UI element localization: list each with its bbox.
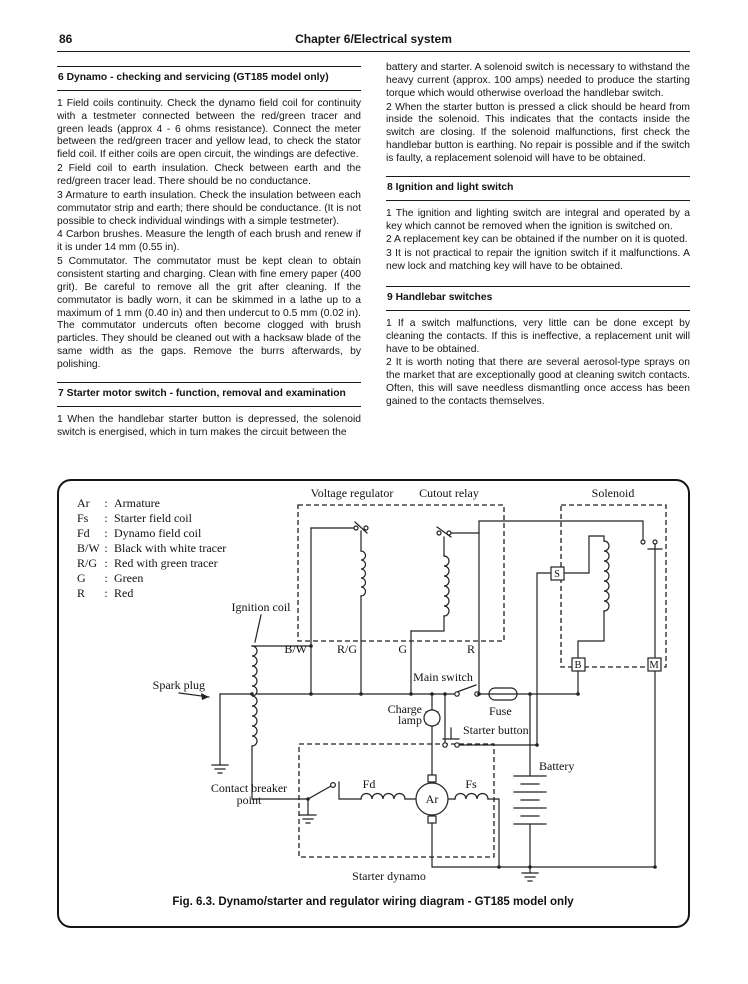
battery-symbol [514, 776, 546, 824]
legend-colon: : [104, 511, 108, 525]
starter-dynamo-box [299, 744, 494, 857]
paragraph-8-1: 1 The ignition and lighting switch are integral and operated by a key which cannot be removed when the ignition is switched on. [386, 207, 690, 232]
legend-label: Red [114, 586, 134, 600]
paragraph-6-1: 1 Field coils continuity. Check the dynamo field coil for continuity with a testmeter connected between the red/green tracer and green leads (approx 4 - 6 ohms resistance). Connect the meter between the red/green tracer and yellow lead, to check the stator field coil. If either coils are open circuit, the windings are defective. [57, 97, 361, 161]
paragraph-7-1: 1 When the handlebar starter button is depressed, the solenoid switch is energised, which in turn makes the circuit between the [57, 413, 361, 438]
starter-button-contact [443, 743, 447, 747]
label-terminal-s: S [554, 569, 560, 580]
paragraph-6-3: 3 Armature to earth insulation. Check the insulation between each commutator strip and earth; there should be conductance. (It is not possible to check individual windings with a simple testmeter). [57, 189, 361, 227]
spark-plug-arrow [201, 693, 209, 700]
legend-colon: : [104, 571, 108, 585]
label-starter-dynamo: Starter dynamo [352, 869, 426, 883]
cutout-relay-winding [444, 556, 449, 616]
legend-abbr: R [77, 586, 86, 600]
legend-abbr: Ar [77, 496, 90, 510]
paragraph-6-2: 2 Field coil to earth insulation. Check between earth and the red/green tracer lead. There should be no conductance. [57, 163, 361, 188]
contact-symbols [306, 526, 657, 801]
regulator-box [298, 505, 504, 641]
paragraph-7-continuation: battery and starter. A solenoid switch is necessary to withstand the heavy current (approx. 100 amps) needed to produce the starting torque which would otherwise overload the handlebar switch. [386, 62, 690, 99]
label-fd: Fd [362, 777, 376, 791]
label-wire-g: G [398, 642, 407, 656]
label-contact-breaker-point: point [236, 793, 262, 807]
label-charge: Charge [387, 702, 422, 716]
label-lamp: lamp [398, 713, 422, 727]
label-fuse: Fuse [489, 704, 512, 718]
label-ar: Ar [425, 792, 439, 806]
label-starter-button: Starter button [463, 723, 529, 737]
legend-abbr: B/W [77, 541, 100, 555]
dynamo-field-coil-winding [361, 794, 405, 800]
cutout-contact [447, 531, 451, 535]
paragraph-7-2: 2 When the starter button is pressed a click should be heard from inside the solenoid. This indicates that the contacts inside the switch are closing. If the solenoid malfunctions, first check the handlebar button is earthing. No repair is possible and if the switch is faulty, a replacement solenoid will have to be obtained. [386, 101, 690, 165]
label-terminal-m: M [649, 660, 659, 671]
solenoid-box [561, 505, 666, 667]
paragraph-6-4: 4 Carbon brushes. Measure the length of each brush and renew if it is under 14 mm (0.55 in). [57, 229, 361, 254]
brush [428, 775, 436, 782]
label-fs: Fs [465, 777, 477, 791]
breaker-moving-contact [331, 783, 336, 788]
regulator-contact [354, 526, 358, 530]
legend-colon: : [104, 526, 108, 540]
label-wire-rg: R/G [336, 642, 357, 656]
paragraph-8-2: 2 A replacement key can be obtained if the number on it is quoted. [386, 234, 688, 246]
spark-plug-ground [212, 694, 228, 773]
section-heading-8: 8 Ignition and light switch [386, 176, 690, 201]
charge-lamp-symbol [424, 710, 440, 726]
label-contact-breaker: Contact breaker [210, 781, 288, 795]
starter-field-coil-winding [455, 794, 488, 800]
starter-button-contact [455, 743, 459, 747]
section-heading-6: 6 Dynamo - checking and servicing (GT185 model only) [57, 66, 361, 91]
legend-abbr: Fs [77, 511, 89, 525]
solenoid-winding [604, 541, 609, 611]
paragraph-6-5: 5 Commutator. The commutator must be kept clean to obtain consistent starting and charging. Clean with fine emery paper (400 grit). Be careful to remove all the grit after cleaning. If the commutator is badly worn, it can be skimmed in a lathe up to a maximum of 1 mm (0.40 in) and then undercut to 0.5 mm (0.02 in). The commutator undercuts often become clogged with brush particles. They should be cleaned out with a hacksaw blade of the same width as the gaps. Remove the burrs afterwards, by polishing. [57, 256, 361, 371]
legend-abbr: Fd [77, 526, 90, 540]
solenoid-contact [641, 540, 645, 544]
legend-abbr: G [77, 571, 86, 585]
label-voltage-regulator: Voltage regulator [310, 486, 394, 500]
main-switch-contact [455, 692, 459, 696]
label-spark-plug: Spark plug [152, 678, 205, 692]
label-battery: Battery [539, 759, 575, 773]
label-terminal-b: B [574, 660, 582, 671]
chapter-title: Chapter 6/Electrical system [295, 32, 452, 46]
figure-caption: Fig. 6.3. Dynamo/starter and regulator wiring diagram - GT185 model only [172, 896, 574, 908]
legend-label: Starter field coil [114, 511, 192, 525]
solenoid-contact [653, 540, 657, 544]
left-column [57, 66, 361, 440]
figure-legend [77, 496, 226, 600]
section-heading-9: 9 Handlebar switches [386, 286, 690, 311]
legend-colon: : [104, 586, 108, 600]
ignition-coil-winding [252, 646, 257, 746]
legend-label: Dynamo field coil [114, 526, 202, 540]
wiring-diagram-figure [57, 479, 690, 928]
section-heading-7: 7 Starter motor switch - function, removal and examination [57, 382, 361, 407]
right-column [386, 62, 690, 410]
paragraph-8-3: 3 It is not practical to repair the ignition switch if it malfunctions. A new lock and matching key will have to be obtained. [386, 248, 690, 273]
label-main-switch: Main switch [413, 670, 473, 684]
cutout-contact [437, 531, 441, 535]
brush [428, 816, 436, 823]
paragraph-9-1: 1 If a switch malfunctions, very little can be done except by cleaning the contacts. If this is ineffective, a replacement unit will have to be obtained. [386, 317, 690, 355]
label-wire-bw: B/W [284, 642, 307, 656]
legend-label: Red with green tracer [114, 556, 218, 570]
legend-label: Armature [114, 496, 160, 510]
paragraph-9-2: 2 It is worth noting that there are several aerosol-type sprays on the market that are exceptionally good at cleaning switch contacts. Often, this will save needless dismantling once access has been gained to the contacts themselves. [386, 357, 690, 408]
label-wire-r: R [466, 642, 475, 656]
wiring-diagram-svg [59, 481, 688, 926]
breaker-ground [300, 799, 316, 823]
battery-ground [522, 867, 538, 881]
legend-colon: : [104, 556, 108, 570]
voltage-regulator-winding [361, 551, 366, 596]
label-ignition-coil: Ignition coil [231, 600, 291, 614]
legend-abbr: R/G [77, 556, 98, 570]
label-solenoid: Solenoid [591, 486, 635, 500]
legend-colon: : [104, 541, 108, 555]
legend-colon: : [104, 496, 108, 510]
legend-label: Green [114, 571, 144, 585]
label-cutout-relay: Cutout relay [419, 486, 479, 500]
page-number: 86 [59, 32, 73, 46]
page-header [57, 30, 690, 52]
regulator-contact [364, 526, 368, 530]
legend-label: Black with white tracer [114, 541, 227, 555]
